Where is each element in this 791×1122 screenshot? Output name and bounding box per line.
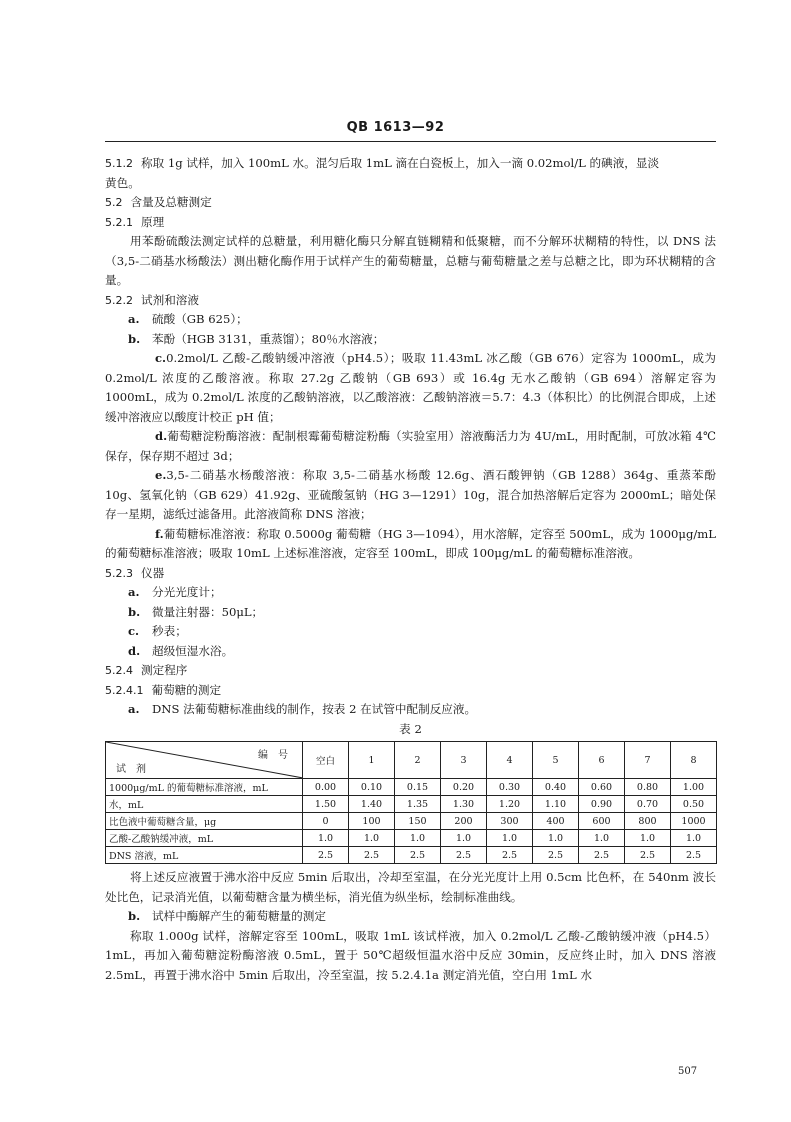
procedure-b bbox=[105, 907, 716, 927]
table-cell: 1.0 bbox=[303, 830, 349, 847]
section-number: 5.2 bbox=[105, 196, 123, 209]
row-label: 乙酸-乙酸钠缓冲液，mL bbox=[106, 830, 303, 847]
column-header: 8 bbox=[671, 742, 717, 779]
item-text: 微量注射器：50μL； bbox=[152, 604, 264, 619]
table-cell: 600 bbox=[579, 813, 625, 830]
section-5-2-4-1-heading bbox=[105, 681, 716, 701]
item-label: b. bbox=[128, 909, 141, 923]
item-text: 秒表； bbox=[152, 624, 187, 638]
section-5-2-1-heading bbox=[105, 213, 716, 233]
table-row bbox=[106, 796, 717, 813]
table-cell: 1.0 bbox=[349, 830, 395, 847]
item-text: 分光光度计； bbox=[152, 585, 222, 599]
table-cell: 800 bbox=[625, 813, 671, 830]
table-2-title: 表 2 bbox=[399, 721, 422, 736]
table-cell: 150 bbox=[395, 813, 441, 830]
item-label: a. bbox=[128, 585, 140, 599]
table-cell: 0.15 bbox=[395, 779, 441, 796]
row-label: 水，mL bbox=[106, 796, 303, 813]
table-cell: 1.35 bbox=[395, 796, 441, 813]
table-cell: 0.40 bbox=[533, 779, 579, 796]
table-corner-cell bbox=[106, 742, 303, 779]
section-5-2-3-heading bbox=[105, 564, 716, 584]
table-cell: 2.5 bbox=[395, 847, 441, 864]
corner-label-number: 编 号 bbox=[258, 750, 288, 761]
column-header: 5 bbox=[533, 742, 579, 779]
table-row bbox=[106, 847, 717, 864]
table-cell: 1.0 bbox=[533, 830, 579, 847]
item-text: 超级恒湿水浴。 bbox=[152, 643, 234, 658]
item-label: d. bbox=[155, 429, 168, 443]
item-label: b. bbox=[128, 604, 141, 619]
table-row bbox=[106, 813, 717, 830]
table-cell: 1.0 bbox=[625, 830, 671, 847]
section-number: 5.2.3 bbox=[105, 566, 133, 580]
table-cell: 1.00 bbox=[671, 779, 717, 796]
instrument-c bbox=[105, 622, 716, 642]
table-cell: 0.80 bbox=[625, 779, 671, 796]
item-text: 3,5-二硝基水杨酸溶液：称取 3,5-二硝基水杨酸 12.6g、酒石酸钾钠（GB 1288）364g、重蒸苯酚 10g、氢氧化钠（GB 629）41.92g、亚硫酸氢钠（HG 3—1291）10g，混合加热溶解后定容为 2000mL；暗处保存一星期，滤纸过滤备用。此溶液简称 DNS 溶液； bbox=[105, 468, 716, 521]
table-2 bbox=[105, 741, 717, 864]
table-cell: 0.10 bbox=[349, 779, 395, 796]
instrument-a bbox=[105, 583, 716, 603]
reagent-a bbox=[105, 310, 716, 330]
header-rule bbox=[105, 141, 716, 142]
section-5-1-2-line2: 黄色。 bbox=[105, 175, 140, 190]
reagent-f bbox=[105, 525, 716, 564]
table-cell: 400 bbox=[533, 813, 579, 830]
reagent-c bbox=[105, 349, 716, 427]
section-title: 仪器 bbox=[141, 565, 165, 580]
table-cell: 0.30 bbox=[487, 779, 533, 796]
row-label: 1000μg/mL 的葡萄糖标准溶液，mL bbox=[106, 779, 303, 796]
principle-paragraph: 用苯酚硫酸法测定试样的总糖量，利用糖化酶只分解直链糊精和低聚糖，而不分解环状糊精的特性，以 DNS 法（3,5-二硝基水杨酸法）测出糖化酶作用于试样产生的葡萄糖量，总糖与葡萄糖量之差与总糖之比，即为环状糊精的含量。 bbox=[105, 234, 716, 287]
section-5-2-4-heading bbox=[105, 661, 716, 681]
table-cell: 2.5 bbox=[671, 847, 717, 864]
procedure-a bbox=[105, 700, 716, 720]
reagent-b bbox=[105, 330, 716, 350]
item-text: 硫酸（GB 625）； bbox=[152, 312, 248, 326]
table-cell: 1.10 bbox=[533, 796, 579, 813]
table-cell: 0.20 bbox=[441, 779, 487, 796]
document-body bbox=[105, 154, 716, 985]
table-cell: 2.5 bbox=[303, 847, 349, 864]
section-title: 含量及总糖测定 bbox=[130, 195, 212, 209]
section-number: 5.2.4.1 bbox=[105, 683, 144, 697]
instrument-b bbox=[105, 603, 716, 623]
table-cell: 0.70 bbox=[625, 796, 671, 813]
table-cell: 1.0 bbox=[441, 830, 487, 847]
table-cell: 1.0 bbox=[487, 830, 533, 847]
standard-code-header: QB 1613—92 bbox=[346, 120, 445, 135]
table-cell: 0.00 bbox=[303, 779, 349, 796]
table-row bbox=[106, 830, 717, 847]
column-header: 空白 bbox=[303, 742, 349, 779]
table-cell: 1.50 bbox=[303, 796, 349, 813]
table-cell: 2.5 bbox=[441, 847, 487, 864]
section-title: 测定程序 bbox=[141, 663, 188, 677]
corner-label-reagent: 试 剂 bbox=[116, 764, 146, 775]
table-cell: 1000 bbox=[671, 813, 717, 830]
reagent-e bbox=[105, 466, 716, 525]
item-text: 0.2mol/L 乙酸-乙酸钠缓冲溶液（pH4.5）；吸取 11.43mL 冰乙酸（GB 676）定容为 1000mL，成为 0.2mol/L 浓度的乙酸溶液。称取 27.2g 乙酸钠（GB 693）或 16.4g 无水乙酸钠（GB 694）溶解定容为 1000mL，成为 0.2mol/L 浓度的乙酸钠溶液，以乙酸溶液：乙酸钠溶液＝5.7：4.3（体积比）的比例混合即成，上述缓冲溶液应以酸度计校正 pH 值； bbox=[105, 351, 716, 424]
reagent-d bbox=[105, 427, 716, 466]
item-label: a. bbox=[128, 312, 140, 326]
table-cell: 0 bbox=[303, 813, 349, 830]
section-number: 5.2.4 bbox=[105, 664, 133, 677]
item-label: c. bbox=[155, 351, 167, 365]
column-header: 7 bbox=[625, 742, 671, 779]
table-cell: 300 bbox=[487, 813, 533, 830]
column-header: 1 bbox=[349, 742, 395, 779]
section-5-2-heading bbox=[105, 193, 716, 213]
item-label: d. bbox=[128, 643, 141, 658]
table-cell: 2.5 bbox=[349, 847, 395, 864]
item-label: f. bbox=[155, 526, 164, 541]
table-cell: 0.90 bbox=[579, 796, 625, 813]
table-cell: 2.5 bbox=[487, 847, 533, 864]
section-title: 原理 bbox=[141, 214, 165, 229]
table-cell: 1.40 bbox=[349, 796, 395, 813]
column-header: 4 bbox=[487, 742, 533, 779]
table-row bbox=[106, 779, 717, 796]
item-label: b. bbox=[128, 331, 141, 346]
table-cell: 200 bbox=[441, 813, 487, 830]
item-text: 葡萄糖标准溶液：称取 0.5000g 葡萄糖（HG 3—1094），用水溶解，定容至 500mL，成为 1000μg/mL 的葡萄糖标准溶液；吸取 10mL 上述标准溶液，定容至 100mL，即成 100μg/mL 的葡萄糖标准溶液。 bbox=[105, 526, 716, 560]
table-cell: 1.0 bbox=[579, 830, 625, 847]
section-5-1-2-line1 bbox=[105, 154, 716, 174]
table-cell: 100 bbox=[349, 813, 395, 830]
table-cell: 2.5 bbox=[625, 847, 671, 864]
item-text: 葡萄糖淀粉酶溶液：配制根霉葡萄糖淀粉酶（实验室用）溶液酶活力为 4U/mL，用时配制，可放冰箱 4℃保存，保存期不超过 3d； bbox=[105, 429, 716, 463]
item-text: 试样中酶解产生的葡萄糖量的测定 bbox=[152, 909, 326, 923]
section-title: 葡萄糖的测定 bbox=[151, 682, 222, 697]
sample-procedure-paragraph: 称取 1.000g 试样，溶解定容至 100mL，吸取 1mL 该试样液，加入 0.2mol/L 乙酸-乙酸钠缓冲液（pH4.5）1mL，再加入葡萄糖淀粉酶溶液 0.5mL，置于 50℃超级恒温水浴中反应 30min，反应终止时，加入 DNS 溶液 2.5mL，再置于沸水浴中 5min 后取出，冷至室温，按 5.2.4.1a 测定消光值，空白用 1mL 水 bbox=[105, 928, 716, 982]
section-title: 试剂和溶液 bbox=[141, 292, 199, 307]
table-cell: 1.0 bbox=[671, 830, 717, 847]
section-number: 5.2.2 bbox=[105, 293, 133, 307]
section-text: 称取 1g 试样，加入 100mL 水。混匀后取 1mL 滴在白瓷板上，加入一滴 0.02mol/L 的碘液，显淡 bbox=[141, 156, 660, 170]
table-cell: 1.30 bbox=[441, 796, 487, 813]
table-cell: 0.60 bbox=[579, 779, 625, 796]
row-label: 比色液中葡萄糖含量，μg bbox=[106, 813, 303, 830]
column-header: 3 bbox=[441, 742, 487, 779]
table-cell: 0.50 bbox=[671, 796, 717, 813]
calibration-paragraph: 将上述反应液置于沸水浴中反应 5min 后取出，冷却至室温，在分光光度计上用 0.5cm 比色杯，在 540nm 波长处比色，记录消光值，以葡萄糖含量为横坐标，消光值为纵坐标，绘制标准曲线。 bbox=[105, 870, 716, 904]
table-header-row bbox=[106, 742, 717, 779]
item-label: e. bbox=[155, 468, 167, 482]
table-cell: 2.5 bbox=[579, 847, 625, 864]
item-text: DNS 法葡萄糖标准曲线的制作，按表 2 在试管中配制反应液。 bbox=[152, 702, 477, 716]
item-text: 苯酚（HGB 3131，重蒸馏）；80％水溶液； bbox=[152, 331, 385, 346]
table-cell: 1.0 bbox=[395, 830, 441, 847]
item-label: c. bbox=[128, 624, 140, 638]
row-label: DNS 溶液，mL bbox=[106, 847, 303, 864]
column-header: 6 bbox=[579, 742, 625, 779]
table-cell: 1.20 bbox=[487, 796, 533, 813]
section-number: 5.2.1 bbox=[105, 215, 133, 229]
instrument-d bbox=[105, 642, 716, 662]
section-number: 5.1.2 bbox=[105, 157, 133, 170]
page-number: 507 bbox=[678, 1066, 698, 1077]
item-label: a. bbox=[128, 702, 140, 716]
section-5-2-2-heading bbox=[105, 291, 716, 311]
table-cell: 2.5 bbox=[533, 847, 579, 864]
column-header: 2 bbox=[395, 742, 441, 779]
